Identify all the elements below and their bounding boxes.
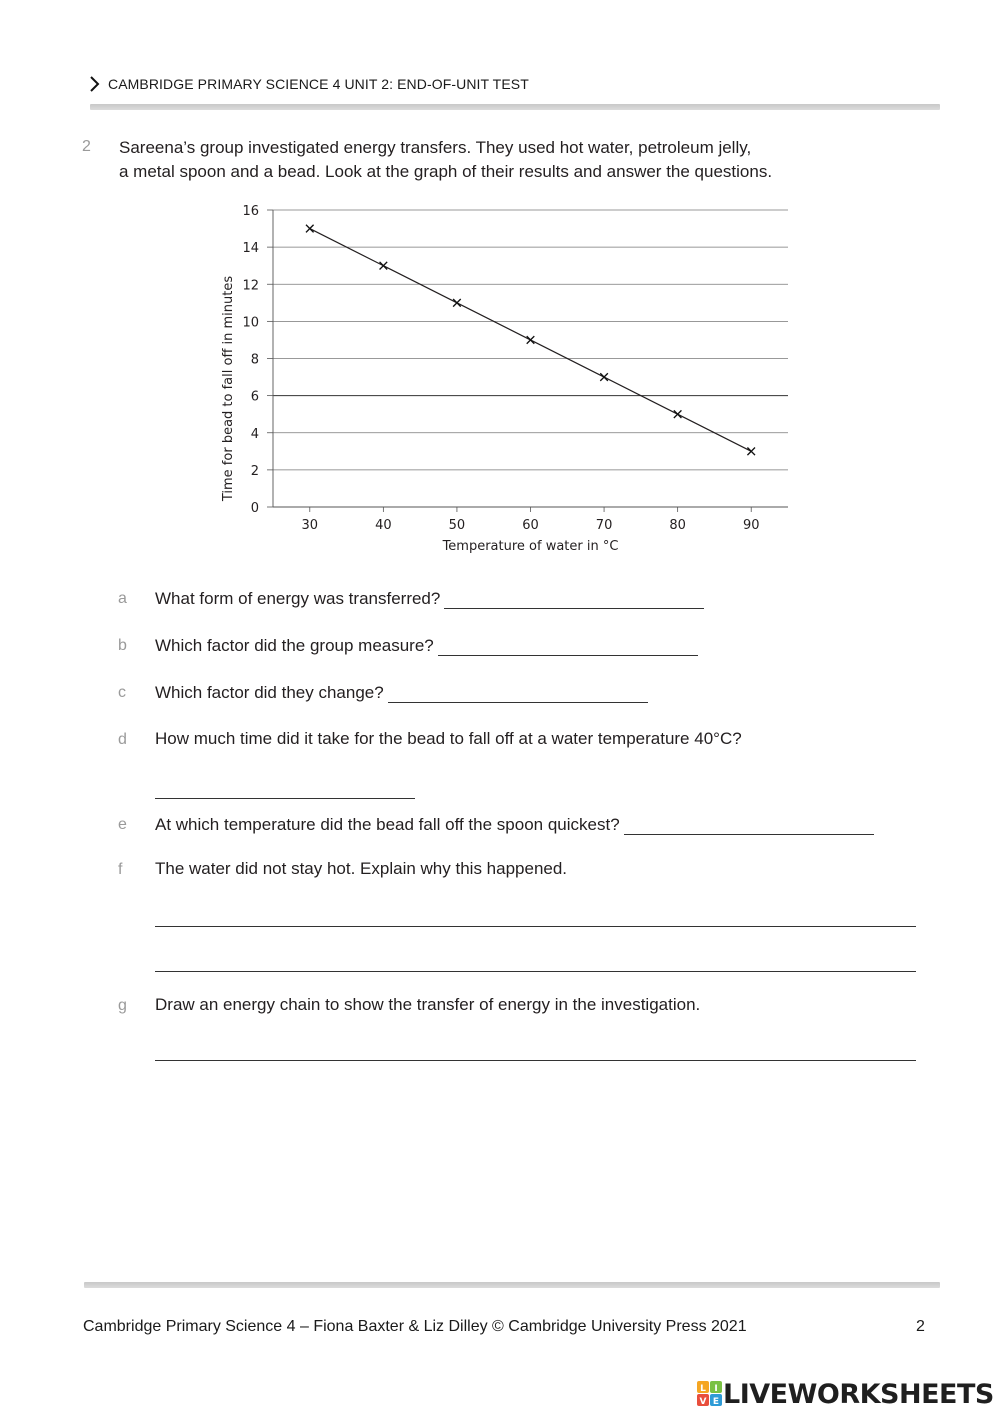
data-point-marker xyxy=(600,373,608,381)
subquestion-b xyxy=(118,635,938,661)
data-point-marker xyxy=(453,299,461,307)
y-tick-label: 14 xyxy=(242,241,259,257)
subquestion-text: What form of energy was transferred? xyxy=(155,589,441,608)
y-tick-label: 0 xyxy=(250,501,259,516)
subquestion-letter: a xyxy=(118,590,127,607)
subquestion-f xyxy=(118,859,938,885)
x-tick-label: 90 xyxy=(742,518,760,533)
y-tick-label: 8 xyxy=(250,352,259,368)
chevron-right-icon xyxy=(88,74,102,94)
svg-text:V: V xyxy=(699,1397,707,1407)
liveworksheets-logo-icon xyxy=(697,1381,723,1407)
answer-line-d[interactable] xyxy=(155,797,415,799)
subquestion-letter: d xyxy=(118,731,127,748)
svg-text:L: L xyxy=(700,1384,706,1394)
y-tick-label: 4 xyxy=(250,426,259,442)
data-point-marker xyxy=(527,336,535,344)
subquestion-e xyxy=(118,814,938,840)
x-tick-label: 40 xyxy=(375,518,392,533)
y-tick-label: 10 xyxy=(242,315,259,331)
data-point-marker xyxy=(306,225,314,233)
header-title: CAMBRIDGE PRIMARY SCIENCE 4 UNIT 2: END-OF-UNIT TEST xyxy=(108,76,529,92)
answer-line-f-2[interactable] xyxy=(155,970,916,972)
data-point-marker xyxy=(747,448,755,456)
y-axis-label: Time for bead to fall off in minutes xyxy=(221,275,236,502)
liveworksheets-logo[interactable] xyxy=(697,1378,994,1410)
x-tick-label: 50 xyxy=(448,518,466,533)
subquestion-text: How much time did it take for the bead to fall off at a water temperature 40°C? xyxy=(155,729,742,748)
brand-name: LIVEWORKSHEETS xyxy=(723,1378,994,1410)
question-intro-line-1: Sareena’s group investigated energy transfers. They used hot water, petroleum jelly, xyxy=(119,138,752,157)
subquestion-d xyxy=(118,729,938,755)
data-point-marker xyxy=(380,262,388,270)
answer-line-g[interactable] xyxy=(155,1059,916,1061)
svg-text:E: E xyxy=(712,1397,720,1407)
subquestion-a xyxy=(118,588,938,614)
subquestion-letter: g xyxy=(118,997,127,1014)
header-divider xyxy=(90,104,940,110)
answer-line-f-1[interactable] xyxy=(155,925,916,927)
data-point-marker xyxy=(674,410,682,418)
subquestion-text: Which factor did the group measure? xyxy=(155,636,434,655)
answer-blank-e[interactable] xyxy=(624,814,874,835)
x-tick-label: 70 xyxy=(595,518,613,533)
subquestion-text: Draw an energy chain to show the transfer of energy in the investigation. xyxy=(155,995,701,1014)
subquestion-letter: e xyxy=(118,816,127,833)
y-tick-label: 6 xyxy=(250,389,259,405)
footer-credit: Cambridge Primary Science 4 – Fiona Baxter & Liz Dilley © Cambridge University Press 2021 xyxy=(83,1318,747,1335)
chart-axes xyxy=(242,204,788,533)
x-tick-label: 80 xyxy=(669,518,686,533)
page-number: 2 xyxy=(916,1318,925,1335)
question-intro-line-2: a metal spoon and a bead. Look at the graph of their results and answer the questions. xyxy=(119,162,773,181)
question-intro xyxy=(119,136,839,184)
answer-blank-b[interactable] xyxy=(438,635,698,656)
answer-blank-a[interactable] xyxy=(444,588,704,609)
subquestion-g xyxy=(118,995,938,1021)
subquestion-letter: c xyxy=(118,684,126,701)
chart-markers xyxy=(306,225,755,455)
x-tick-label: 60 xyxy=(522,518,539,533)
page-header xyxy=(88,70,948,98)
x-tick-label: 30 xyxy=(301,518,319,533)
question-number: 2 xyxy=(82,138,91,155)
x-axis-label: Temperature of water in °C xyxy=(442,539,619,554)
y-tick-label: 16 xyxy=(242,204,259,219)
subquestion-text: Which factor did they change? xyxy=(155,683,384,702)
subquestion-letter: f xyxy=(118,861,123,878)
footer-divider xyxy=(84,1282,940,1288)
y-tick-label: 2 xyxy=(250,463,259,479)
subquestion-text: At which temperature did the bead fall off the spoon quickest? xyxy=(155,815,620,834)
subquestion-text: The water did not stay hot. Explain why this happened. xyxy=(155,859,568,878)
subquestion-letter: b xyxy=(118,637,127,654)
line-chart xyxy=(210,198,800,558)
answer-blank-c[interactable] xyxy=(388,682,648,703)
svg-text:I: I xyxy=(714,1384,718,1394)
subquestion-c xyxy=(118,682,938,708)
y-tick-label: 12 xyxy=(242,278,259,294)
